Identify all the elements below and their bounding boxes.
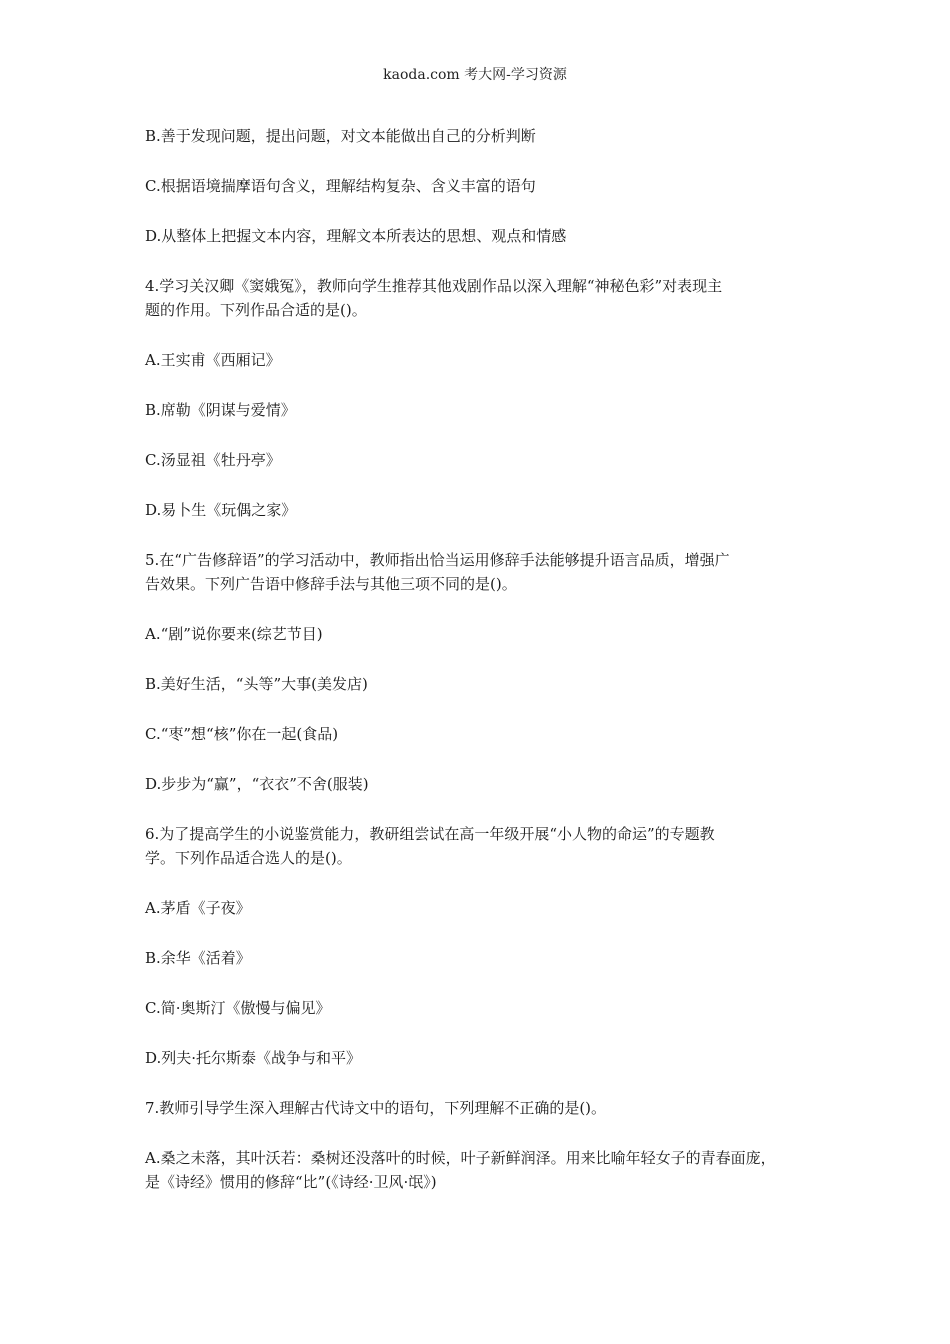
question-4-line-1: 4.学习关汉卿《窦娥冤》，教师向学生推荐其他戏剧作品以深入理解“神秘色彩”对表现主 xyxy=(145,277,723,295)
option-a-q4: A.王实甫《西厢记》 xyxy=(145,351,281,369)
option-b-q4: B.席勒《阴谋与爱情》 xyxy=(145,401,296,419)
option-b-q5: B.美好生活，“头等”大事(美发店) xyxy=(145,675,368,693)
page-header: kaoda.com 考大网-学习资源 xyxy=(383,67,567,83)
option-b-q3: B.善于发现问题，提出问题，对文本能做出自己的分析判断 xyxy=(145,127,536,145)
option-a-q7-line-2: 是《诗经》惯用的修辞“比”(《诗经·卫风·氓》) xyxy=(145,1173,437,1191)
option-c-q4: C.汤显祖《牡丹亭》 xyxy=(145,451,281,469)
question-6-line-2: 学。下列作品适合选人的是()。 xyxy=(145,849,352,867)
option-c-q5: C.“枣”想“核”你在一起(食品) xyxy=(145,725,339,743)
question-4-line-2: 题的作用。下列作品合适的是()。 xyxy=(145,301,367,319)
option-d-q6: D.列夫·托尔斯泰《战争与和平》 xyxy=(145,1049,362,1067)
question-7: 7.教师引导学生深入理解古代诗文中的语句，下列理解不正确的是()。 xyxy=(145,1099,607,1117)
option-b-q6: B.余华《活着》 xyxy=(145,949,251,967)
option-d-q5: D.步步为“赢”，“衣衣”不舍(服装) xyxy=(145,775,369,793)
question-6-line-1: 6.为了提高学生的小说鉴赏能力，教研组尝试在高一年级开展“小人物的命运”的专题教 xyxy=(145,825,715,843)
option-a-q5: A.“剧”说你要来(综艺节目) xyxy=(145,625,323,643)
option-c-q6: C.简·奥斯汀《傲慢与偏见》 xyxy=(145,999,331,1017)
option-d-q4: D.易卜生《玩偶之家》 xyxy=(145,501,297,519)
question-5-line-1: 5.在“广告修辞语”的学习活动中，教师指出恰当运用修辞手法能够提升语言品质，增强广 xyxy=(145,551,730,569)
option-a-q7-line-1: A.桑之未落，其叶沃若：桑树还没落叶的时候，叶子新鲜润泽。用来比喻年轻女子的青春面庞， xyxy=(145,1149,776,1167)
option-c-q3: C.根据语境揣摩语句含义，理解结构复杂、含义丰富的语句 xyxy=(145,177,536,195)
question-5-line-2: 告效果。下列广告语中修辞手法与其他三项不同的是()。 xyxy=(145,575,517,593)
option-d-q3: D.从整体上把握文本内容，理解文本所表达的思想、观点和情感 xyxy=(145,227,567,245)
option-a-q6: A.茅盾《子夜》 xyxy=(145,899,251,917)
